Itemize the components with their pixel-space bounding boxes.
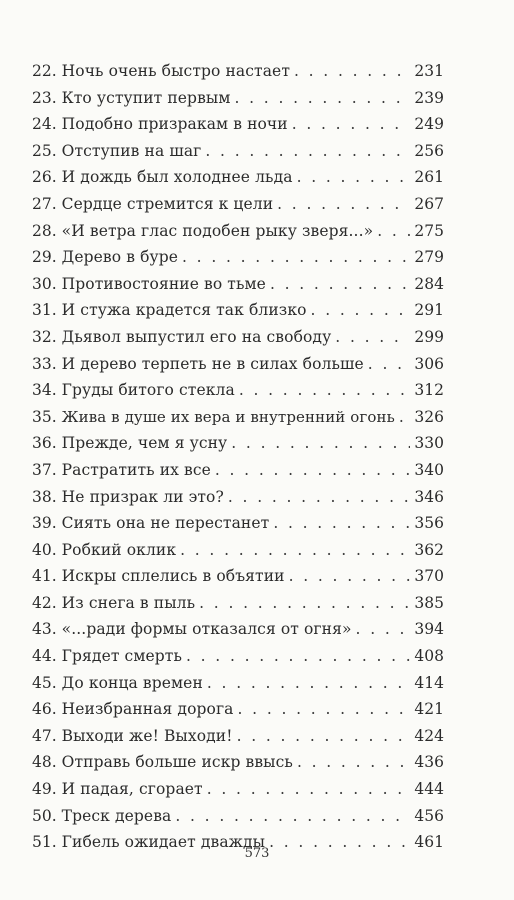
entry-page: 362 (414, 540, 444, 559)
entry-page: 444 (414, 780, 444, 799)
dot-leader (186, 643, 410, 670)
entry-page: 312 (414, 381, 444, 400)
toc-entry (32, 404, 444, 431)
entry-title: Робкий оклик (61, 540, 177, 559)
entry-title: Жива в душе их вера и внутренний огонь (61, 407, 395, 426)
toc-entry (32, 297, 444, 324)
entry-number: 27. (32, 194, 57, 213)
entry-number: 38. (32, 487, 57, 506)
entry-page: 249 (414, 115, 444, 134)
entry-page: 279 (414, 248, 444, 267)
entry-title: До конца времен (61, 673, 203, 692)
entry-page: 261 (414, 168, 444, 187)
entry-number: 43. (32, 620, 57, 639)
dot-leader (368, 351, 411, 378)
dot-leader (399, 404, 411, 431)
dot-leader (215, 457, 411, 484)
dot-leader (289, 563, 411, 590)
entry-title: Искры сплелись в объятии (61, 567, 285, 586)
toc-entry (32, 377, 444, 404)
dot-leader (207, 776, 411, 803)
toc-entry (32, 85, 444, 112)
toc-entry (32, 191, 444, 218)
entry-number: 34. (32, 381, 57, 400)
dot-leader (199, 590, 410, 617)
entry-title: И падая, сгорает (61, 780, 203, 799)
entry-number: 31. (32, 301, 57, 320)
entry-number: 47. (32, 726, 57, 745)
entry-page: 275 (414, 221, 444, 240)
entry-title: И дерево терпеть не в силах больше (61, 354, 364, 373)
entry-page: 291 (414, 301, 444, 320)
dot-leader (238, 696, 411, 723)
entry-title: Ночь очень быстро настает (61, 62, 290, 80)
toc-entry (32, 670, 444, 697)
entry-title: Противостояние во тьме (61, 274, 266, 293)
entry-page: 414 (414, 673, 444, 692)
entry-number: 26. (32, 168, 57, 187)
toc-entry (32, 643, 444, 670)
entry-title: «И ветра глас подобен рыку зверя...» (61, 221, 374, 240)
entry-title: Отправь больше искр ввысь (61, 753, 293, 772)
entry-number: 32. (32, 327, 57, 346)
toc-entry (32, 244, 444, 271)
entry-number: 44. (32, 647, 57, 666)
entry-page: 231 (414, 62, 444, 80)
dot-leader (294, 58, 410, 85)
entry-number: 36. (32, 434, 57, 453)
entry-number: 24. (32, 115, 57, 134)
toc-entry (32, 351, 444, 378)
entry-page: 267 (414, 194, 444, 213)
entry-number: 49. (32, 780, 57, 799)
entry-number: 45. (32, 673, 57, 692)
dot-leader (277, 191, 410, 218)
entry-number: 33. (32, 354, 57, 373)
toc-entry (32, 324, 444, 351)
entry-page: 299 (414, 327, 444, 346)
entry-number: 48. (32, 753, 57, 772)
entry-page: 385 (414, 593, 444, 612)
entry-title: Прежде, чем я усну (61, 434, 228, 453)
dot-leader (207, 670, 411, 697)
entry-page: 284 (414, 274, 444, 293)
entry-number: 23. (32, 88, 57, 107)
entry-title: Выходи же! Выходи! (61, 726, 233, 745)
entry-number: 50. (32, 806, 57, 825)
toc-entry (32, 484, 444, 511)
entry-page: 326 (414, 407, 444, 426)
entry-title: Подобно призракам в ночи (61, 115, 288, 134)
entry-page: 421 (414, 700, 444, 719)
entry-number: 25. (32, 141, 57, 160)
entry-page: 330 (414, 434, 444, 453)
entry-number: 42. (32, 593, 57, 612)
dot-leader (180, 537, 410, 564)
entry-title: Растратить их все (61, 460, 211, 479)
dot-leader (356, 616, 411, 643)
toc-entry (32, 537, 444, 564)
toc-entry (32, 590, 444, 617)
entry-page: 436 (414, 753, 444, 772)
dot-leader (205, 138, 410, 165)
dot-leader (297, 749, 410, 776)
entry-number: 22. (32, 62, 57, 80)
dot-leader (311, 297, 411, 324)
entry-title: Гибель ожидает дважды (61, 833, 266, 852)
entry-page: 256 (414, 141, 444, 160)
toc-entry (32, 723, 444, 750)
toc-entry (32, 510, 444, 537)
toc-entry (32, 430, 444, 457)
entry-title: Отступив на шаг (61, 141, 202, 160)
page-number: 573 (244, 846, 270, 861)
dot-leader (377, 218, 410, 245)
toc-entry (32, 696, 444, 723)
dot-leader (273, 510, 410, 537)
entry-title: Грядет смерть (61, 647, 182, 666)
toc-entry (32, 803, 444, 830)
entry-number: 46. (32, 700, 57, 719)
dot-leader (231, 430, 410, 457)
toc-entry (32, 616, 444, 643)
entry-title: Сиять она не перестанет (61, 514, 270, 533)
dot-leader (292, 111, 411, 138)
entry-page: 340 (414, 460, 444, 479)
dot-leader (270, 271, 410, 298)
toc-entry (32, 138, 444, 165)
entry-number: 28. (32, 221, 57, 240)
entry-page: 346 (414, 487, 444, 506)
entry-number: 39. (32, 514, 57, 533)
dot-leader (182, 244, 410, 271)
toc-entry (32, 164, 444, 191)
entry-title: Треск дерева (61, 806, 172, 825)
dot-leader (235, 85, 411, 112)
entry-page: 370 (414, 567, 444, 586)
dot-leader (239, 377, 411, 404)
dot-leader (335, 324, 410, 351)
toc-entry (32, 776, 444, 803)
entry-number: 35. (32, 407, 57, 426)
entry-page: 356 (414, 514, 444, 533)
entry-title: И дождь был холоднее льда (61, 168, 293, 187)
toc-entry (32, 749, 444, 776)
entry-page: 306 (414, 354, 444, 373)
dot-leader (237, 723, 411, 750)
toc-entry (32, 457, 444, 484)
entry-page: 456 (414, 806, 444, 825)
entry-number: 41. (32, 567, 57, 586)
entry-number: 51. (32, 833, 57, 852)
entry-number: 29. (32, 248, 57, 267)
entry-title: Сердце стремится к цели (61, 194, 274, 213)
entry-title: Не призрак ли это? (61, 487, 224, 506)
entry-page: 461 (414, 833, 444, 852)
toc-entry (32, 58, 444, 85)
entry-title: Неизбранная дорога (61, 700, 234, 719)
toc-entry (32, 563, 444, 590)
entry-title: Дьявол выпустил его на свободу (61, 327, 332, 346)
entry-page: 239 (414, 88, 444, 107)
entry-page: 394 (414, 620, 444, 639)
toc-entry (32, 218, 444, 245)
entry-title: И стужа крадется так близко (61, 301, 307, 320)
entry-page: 424 (414, 726, 444, 745)
toc-entry (32, 111, 444, 138)
entry-title: «...ради формы отказался от огня» (61, 620, 352, 639)
entry-number: 40. (32, 540, 57, 559)
entry-title: Кто уступит первым (61, 88, 231, 107)
entry-number: 37. (32, 460, 57, 479)
entry-number: 30. (32, 274, 57, 293)
entry-title: Из снега в пыль (61, 593, 196, 612)
dot-leader (297, 164, 411, 191)
table-of-contents (32, 58, 444, 856)
entry-title: Дерево в буре (61, 248, 179, 267)
dot-leader (175, 803, 410, 830)
dot-leader (228, 484, 411, 511)
entry-page: 408 (414, 647, 444, 666)
toc-entry (32, 271, 444, 298)
entry-title: Груды битого стекла (61, 381, 235, 400)
